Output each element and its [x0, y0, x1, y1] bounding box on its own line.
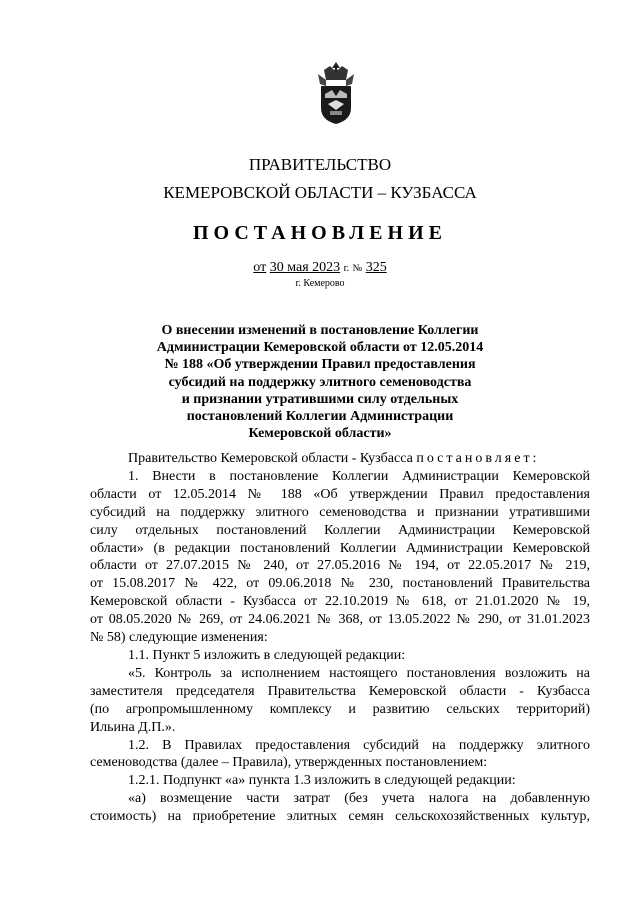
document-subject: [90, 322, 550, 442]
paragraph-line: области от 12.05.2014 № 188 «Об утверждении Правил предоставления: [90, 486, 590, 502]
paragraph-line: 1.2.1. Подпункт «а» пункта 1.3 изложить в следующей редакции:: [128, 773, 516, 789]
subject-line: № 188 «Об утверждении Правил предоставления: [164, 357, 476, 373]
coat-of-arms-icon: [316, 60, 356, 126]
intro-text: Правительство Кемеровской области - Кузбасса: [128, 451, 413, 466]
paragraph-line: от 15.08.2017 № 422, от 09.06.2018 № 230, постановлений Правительства: [90, 576, 590, 592]
paragraph-line: субсидий на поддержку элитного семеноводства и признании утратившими: [90, 504, 590, 520]
subject-line: О внесении изменений в постановление Коллегии: [161, 323, 479, 338]
paragraph-line: заместителя председателя Правительства Кемеровской области - Кузбасса: [90, 683, 590, 699]
subject-line: постановлений Коллегии Администрации: [186, 409, 454, 425]
paragraph-line: «а) возмещение части затрат (без учета налога на добавленную: [128, 791, 590, 807]
date-number-line: [0, 260, 640, 276]
paragraph-line: Ильина Д.П.».: [90, 719, 176, 735]
intro-verb: постановляет:: [416, 451, 540, 466]
government-title-line1: ПРАВИТЕЛЬСТВО: [248, 155, 392, 174]
subject-line: и признании утратившими силу отдельных: [181, 391, 459, 407]
document-type-heading: ПОСТАНОВЛЕНИЕ: [193, 222, 447, 244]
paragraph-line: «5. Контроль за исполнением настоящего постановления возложить на: [128, 665, 590, 681]
subject-line: Администрации Кемеровской области от 12.05.2014: [156, 340, 484, 356]
intro-paragraph: [90, 450, 590, 468]
paragraph-line: области от 27.07.2015 № 240, от 27.05.2016 № 194, от 22.05.2017 № 219,: [90, 558, 590, 574]
paragraph-line: от 08.05.2020 № 269, от 24.06.2021 № 368, от 13.05.2022 № 290, от 31.01.2023: [90, 612, 590, 628]
paragraph-line: области» (в редакции постановлений Коллегии Администрации Кемеровской: [90, 540, 590, 556]
paragraph-line: № 58) следующие изменения:: [90, 630, 268, 646]
document-date: 30 мая 2023: [269, 260, 341, 275]
document-number: 325: [365, 260, 387, 275]
date-prefix: от: [253, 260, 267, 275]
number-sign: №: [352, 263, 363, 274]
subject-line: Кемеровской области»: [248, 426, 392, 442]
paragraph-line: 1. Внести в постановление Коллегии Администрации Кемеровской: [128, 468, 590, 484]
document-city: г. Кемерово: [295, 278, 345, 289]
paragraph-line: Кемеровской области - Кузбасса от 22.10.2019 № 618, от 21.01.2020 № 19,: [90, 594, 590, 610]
document-body: [90, 450, 590, 826]
paragraph-line: стоимость) на приобретение элитных семян сельскохозяйственных культур,: [90, 809, 590, 825]
subject-line: субсидий на поддержку элитного семеноводства: [168, 374, 472, 390]
year-suffix: г.: [343, 263, 350, 274]
government-title-line2: КЕМЕРОВСКОЙ ОБЛАСТИ – КУЗБАССА: [163, 183, 477, 202]
paragraph-line: 1.1. Пункт 5 изложить в следующей редакции:: [128, 647, 406, 663]
paragraph-line: семеноводства (далее – Правила), утвержденных постановлением:: [90, 755, 488, 771]
paragraph-line: силу отдельных постановлений Коллегии Администрации Кемеровской: [90, 522, 590, 538]
paragraph-line: (по агропромышленному комплексу и развитию сельских территорий): [90, 701, 590, 717]
paragraph-line: 1.2. В Правилах предоставления субсидий на поддержку элитного: [128, 737, 590, 753]
